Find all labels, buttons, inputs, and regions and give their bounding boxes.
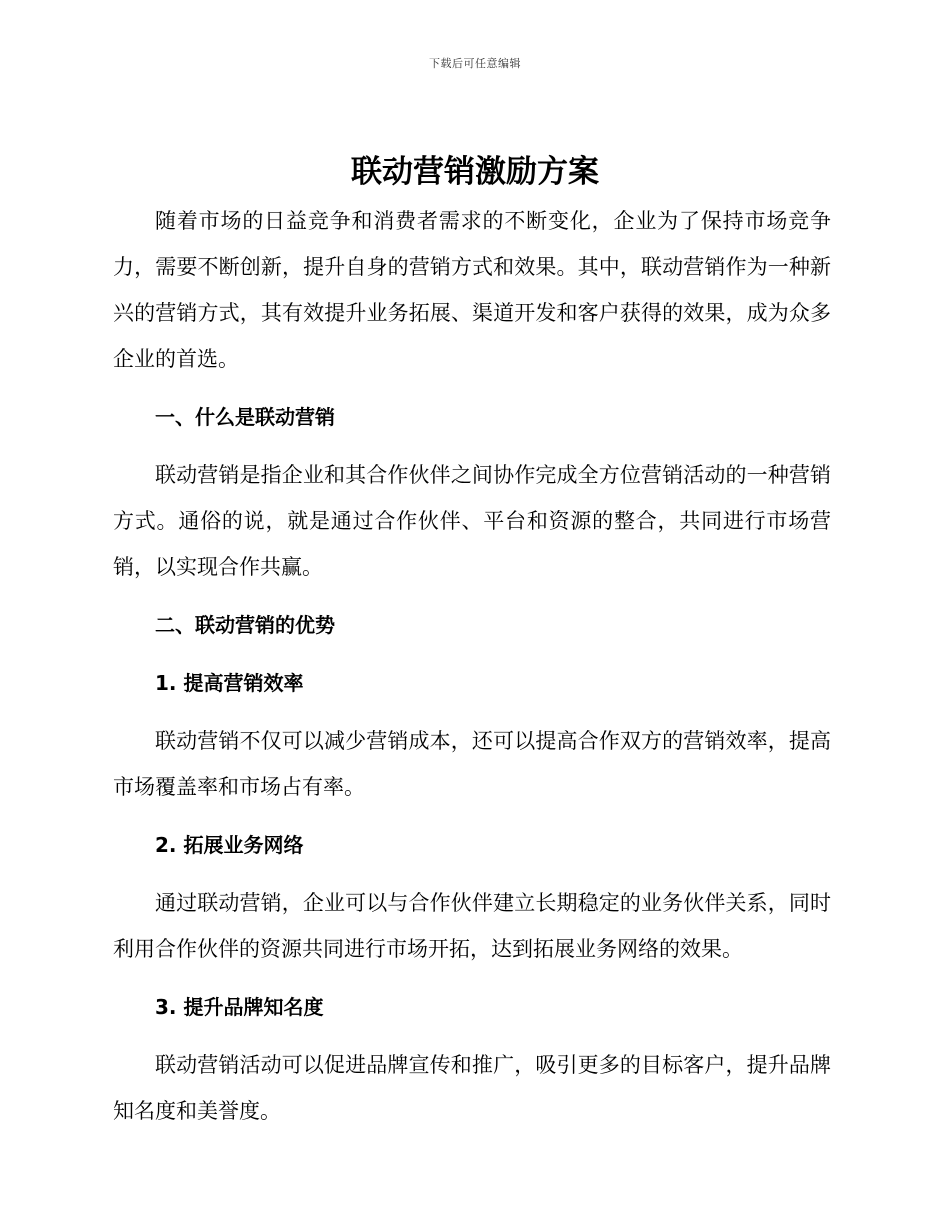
subheading-business-network: 2. 拓展业务网络 [155,833,304,857]
section-paragraph-what-is: 联动营销是指企业和其合作伙伴之间协作完成全方位营销活动的一种营销方式。通俗的说，就是通过合作伙伴、平台和资源的整合，共同进行市场营销，以实现合作共赢。 [113,463,831,579]
section-heading-what-is: 一、什么是联动营销 [155,405,335,429]
document-body [113,198,831,1134]
paragraph-brand-awareness: 联动营销活动可以促进品牌宣传和推广，吸引更多的目标客户，提升品牌知名度和美誉度。 [113,1053,831,1123]
intro-paragraph: 随着市场的日益竞争和消费者需求的不断变化，企业为了保持市场竞争力，需要不断创新，提升自身的营销方式和效果。其中，联动营销作为一种新兴的营销方式，其有效提升业务拓展、渠道开发和客户获得的效果，成为众多企业的首选。 [113,209,831,371]
subheading-efficiency: 1. 提高营销效率 [155,671,304,695]
subheading-brand-awareness: 3. 提升品牌知名度 [155,995,324,1019]
paragraph-business-network: 通过联动营销，企业可以与合作伙伴建立长期稳定的业务伙伴关系，同时利用合作伙伴的资源共同进行市场开拓，达到拓展业务网络的效果。 [113,891,831,961]
paragraph-efficiency: 联动营销不仅可以减少营销成本，还可以提高合作双方的营销效率，提高市场覆盖率和市场占有率。 [113,729,831,799]
document-title: 联动营销激励方案 [351,154,599,190]
section-heading-advantages: 二、联动营销的优势 [155,613,335,637]
header-note: 下载后可任意编辑 [429,57,521,70]
